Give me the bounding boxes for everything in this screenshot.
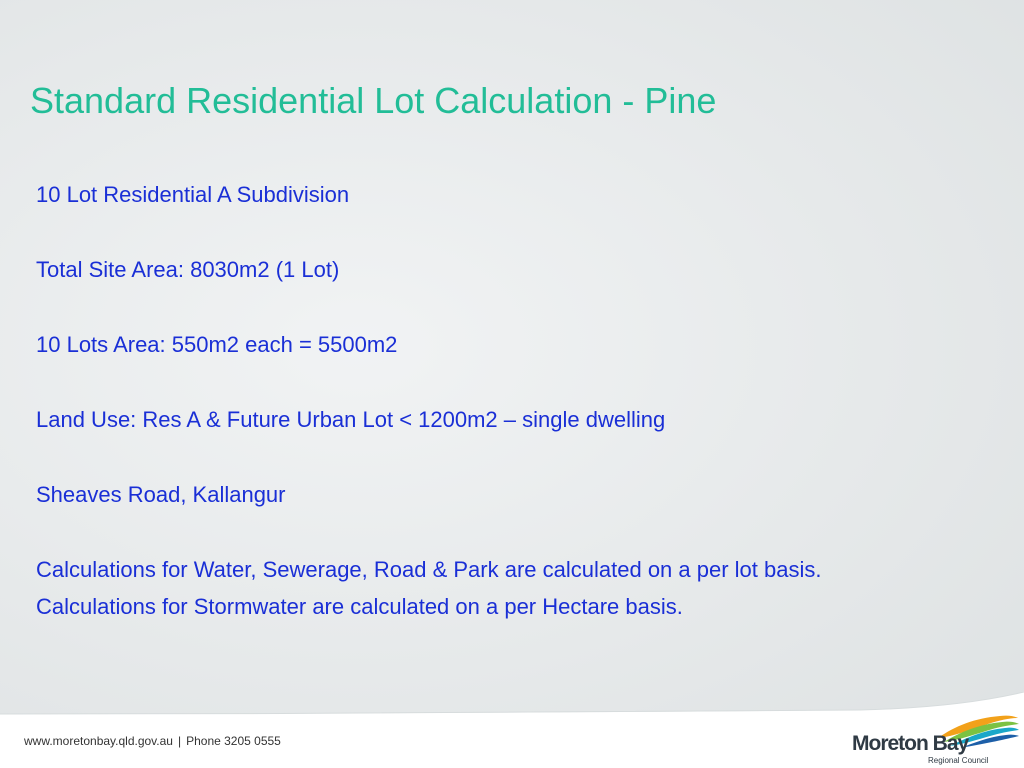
slide-body [36, 176, 966, 625]
body-line-location: Sheaves Road, Kallangur [36, 482, 286, 507]
body-line-site-area: Total Site Area: 8030m2 (1 Lot) [36, 257, 340, 282]
body-line-land-use: Land Use: Res A & Future Urban Lot < 1200m2 – single dwelling [36, 407, 666, 432]
body-line-subdivision: 10 Lot Residential A Subdivision [36, 182, 350, 207]
body-line-per-lot-calc: Calculations for Water, Sewerage, Road & Park are calculated on a per lot basis. [36, 557, 822, 582]
footer-separator: | [177, 734, 182, 748]
footer-website-link[interactable]: www.moretonbay.qld.gov.au [24, 734, 173, 748]
body-line-lots-area: 10 Lots Area: 550m2 each = 5500m2 [36, 332, 398, 357]
footer-contact [24, 734, 281, 748]
logo-name: Moreton Bay [852, 732, 969, 755]
body-line-per-hectare-calc: Calculations for Stormwater are calculated on a per Hectare basis. [36, 594, 683, 619]
slide-title: Standard Residential Lot Calculation - Pine [30, 80, 717, 121]
logo-subtitle: Regional Council [928, 756, 989, 765]
slide-footer [0, 692, 1024, 768]
footer-phone: Phone 3205 0555 [186, 734, 281, 748]
moreton-bay-logo [850, 708, 1020, 766]
